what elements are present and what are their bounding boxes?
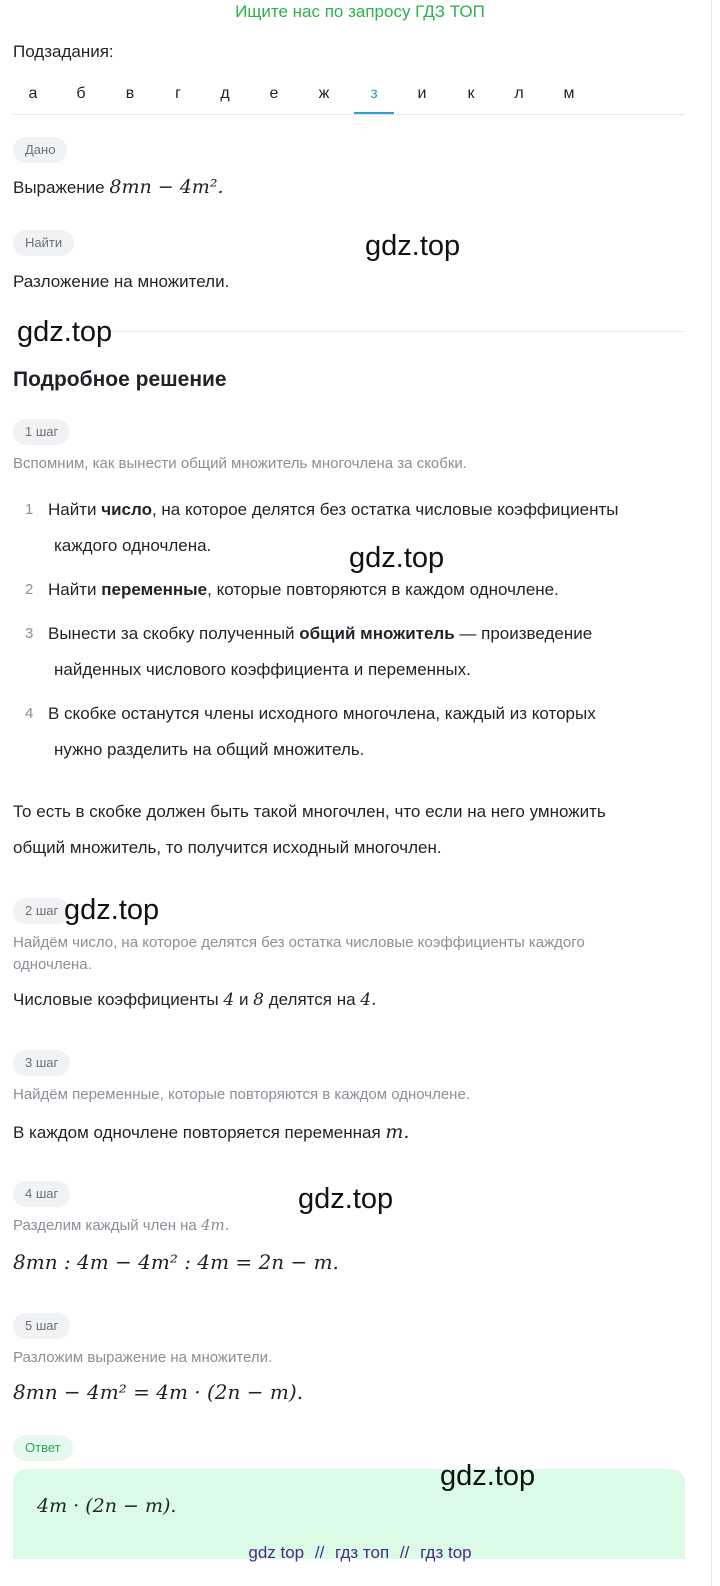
number-4-result: 4. [360, 990, 377, 1010]
step-2-hint-line-1: Найдём число, на которое делятся без остатка числовые коэффициенты каждого [13, 934, 585, 951]
watermark: gdz.top [365, 230, 461, 262]
find-badge: Найти [13, 230, 74, 256]
list-item-number: 4 [25, 705, 34, 722]
tab-l[interactable]: л [514, 85, 524, 102]
watermark: gdz.top [349, 542, 445, 574]
list-item-bold: переменные [101, 580, 208, 599]
bottom-links [0, 1540, 720, 1566]
scrollbar[interactable] [711, 0, 712, 1586]
link-gdz-top[interactable]: gdz top [248, 1543, 305, 1562]
step-3-label: В каждом одночлене повторяется переменная [13, 1123, 381, 1142]
number-4: 4 [223, 990, 235, 1010]
link-separator: // [399, 1543, 410, 1562]
tab-g[interactable]: г [175, 85, 181, 102]
answer-badge: Ответ [13, 1435, 73, 1461]
watermark: gdz.top [17, 316, 113, 348]
list-item-number: 1 [25, 501, 34, 518]
step-5-badge: 5 шаг [13, 1313, 70, 1339]
given-text [13, 176, 223, 198]
step-5-hint: Разложим выражение на множители. [13, 1349, 273, 1366]
list-item-text: — произведение [454, 624, 593, 643]
step-4-hint-text: Разделим каждый член на [13, 1217, 197, 1234]
link-separator: // [314, 1543, 325, 1562]
step-4-hint [13, 1214, 230, 1237]
tab-m[interactable]: м [563, 85, 575, 102]
step-3-hint: Найдём переменные, которые повторяются в каждом одночлене. [13, 1086, 470, 1103]
tab-k[interactable]: к [467, 85, 475, 102]
list-item [13, 616, 673, 688]
list-item-continuation: найденных числового коэффициента и переменных. [54, 660, 471, 679]
link-gdz-top-ru[interactable]: гдз топ [335, 1543, 390, 1562]
watermark: gdz.top [298, 1183, 394, 1215]
step-2-text-a: Числовые коэффициенты [13, 990, 219, 1009]
section-divider [13, 331, 685, 332]
step-3-text [13, 1121, 409, 1143]
step-3-variable: m. [385, 1121, 410, 1143]
step-4-badge: 4 шаг [13, 1181, 70, 1207]
top-banner: Ищите нас по запросу ГДЗ ТОП [235, 2, 485, 21]
watermark: gdz.top [440, 1460, 536, 1492]
step-2-hint-line-2: одночлена. [13, 956, 92, 973]
step-2-and: и [238, 990, 249, 1009]
list-item-text: В скобке останутся члены исходного многочлена, каждый из которых [48, 704, 596, 723]
list-item-text: Найти [48, 580, 102, 599]
tab-d[interactable]: д [220, 85, 230, 102]
tab-z[interactable]: з [354, 78, 394, 114]
list-item-text: , которые повторяются в каждом одночлене. [207, 580, 559, 599]
list-item-bold: число [101, 500, 152, 519]
subtasks-label: Подзадания: [13, 42, 114, 61]
list-item-text: Найти [48, 500, 102, 519]
solution-heading: Подробное решение [13, 368, 227, 391]
list-item [13, 696, 673, 768]
tab-e[interactable]: е [269, 85, 279, 102]
subtask-tabs [13, 78, 685, 115]
watermark: gdz.top [64, 894, 160, 926]
given-badge: Дано [13, 137, 67, 163]
step-2-badge: 2 шаг [13, 898, 70, 924]
tab-v[interactable]: в [125, 85, 135, 102]
step-1-note-line-1: То есть в скобке должен быть такой многочлен, что если на него умножить [13, 802, 606, 821]
list-item-number: 3 [25, 625, 34, 642]
step-4-hint-expression: 4m. [200, 1216, 230, 1234]
step-1-hint: Вспомним, как вынести общий множитель многочлена за скобки. [13, 455, 467, 472]
step-2-text [13, 990, 377, 1010]
list-item-continuation: каждого одночлена. [54, 536, 212, 555]
given-label: Выражение [13, 178, 105, 197]
given-expression: 8mn − 4m². [109, 176, 224, 198]
find-text: Разложение на множители. [13, 272, 230, 291]
list-item-text: Вынести за скобку полученный [48, 624, 300, 643]
step-2-text-b: делятся на [268, 990, 356, 1009]
list-item [13, 492, 673, 564]
step-5-expression: 8mn − 4m² = 4m · (2n − m). [13, 1380, 303, 1404]
step-1-note-line-2: общий множитель, то получится исходный многочлен. [13, 838, 442, 857]
step-3-badge: 3 шаг [13, 1050, 70, 1076]
tab-a[interactable]: а [28, 85, 38, 102]
tab-zh[interactable]: ж [318, 85, 330, 102]
step-1-badge: 1 шаг [13, 419, 70, 445]
tab-i[interactable]: и [417, 85, 427, 102]
link-gdz-top-mixed[interactable]: гдз top [420, 1543, 472, 1562]
step-4-expression: 8mn : 4m − 4m² : 4m = 2n − m. [13, 1250, 339, 1274]
answer-expression: 4m · (2n − m). [37, 1495, 177, 1517]
list-item-text: , на которое делятся без остатка числовые коэффициенты [151, 500, 619, 519]
tab-b[interactable]: б [76, 85, 86, 102]
list-item-continuation: нужно разделить на общий множитель. [54, 740, 365, 759]
list-item-number: 2 [25, 581, 34, 598]
list-item-bold: общий множитель [299, 624, 455, 643]
number-8: 8 [253, 990, 264, 1010]
list-item [13, 572, 673, 608]
